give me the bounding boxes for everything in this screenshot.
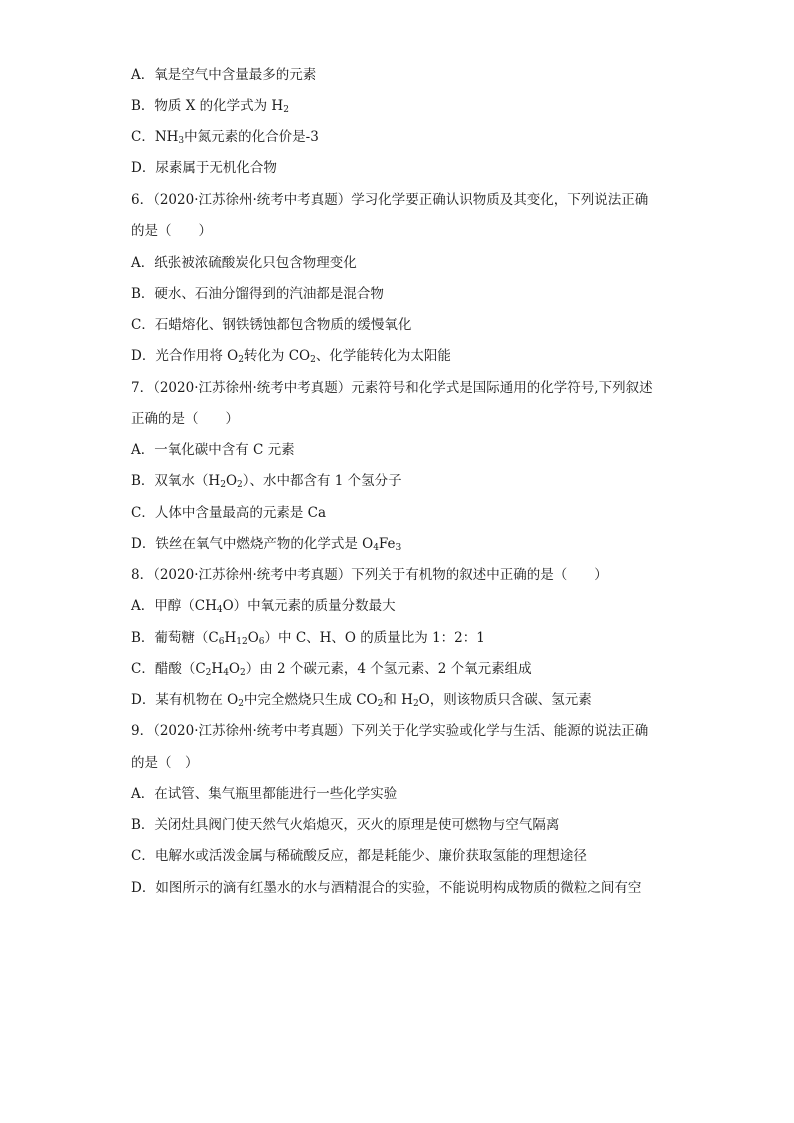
q6-option-d: D．光合作用将 $O_2$转化为 $CO_2$、化学能转化为太阳能 — [131, 348, 451, 365]
q5-option-c: C．$NH_3$中氮元素的化合价是-3 — [131, 129, 319, 146]
q9-option-c: C．电解水或活泼金属与稀硫酸反应，都是耗能少、廉价获取氢能的理想途径 — [131, 848, 587, 864]
q9-option-a: A．在试管、集气瓶里都能进行一些化学实验 — [131, 786, 398, 802]
q8-stem: 8．（2020·江苏徐州·统考中考真题）下列关于有机物的叙述中正确的是（ ） — [131, 567, 608, 583]
q7-option-a: A．一氧化碳中含有 C 元素 — [131, 442, 295, 458]
q6-option-a: A．纸张被浓硫酸炭化只包含物理变化 — [131, 255, 357, 271]
q9-option-d: D．如图所示的滴有红墨水的水与酒精混合的实验，不能说明构成物质的微粒之间有空 — [131, 880, 642, 896]
q8-option-b: B．葡萄糖$(C_6H_{12}O_6)$中 C、H、O 的质量比为 1：2：1 — [131, 630, 485, 647]
q9-stem-line-2: 的是（ ） — [131, 755, 199, 771]
q8-option-c: C．醋酸$(C_2H_4O_2)$由 2 个碳元素，4 个氢元素、2 个氧元素组成 — [131, 661, 532, 678]
q7-option-c: C．人体中含量最高的元素是 Ca — [131, 505, 326, 521]
q6-option-c: C．石蜡熔化、钢铁锈蚀都包含物质的缓慢氧化 — [131, 317, 412, 333]
q7-stem-line-2: 正确的是（ ） — [131, 411, 239, 427]
q7-option-d: D．铁丝在氧气中燃烧产物的化学式是 $O_4Fe_3$ — [131, 536, 402, 553]
q9-option-b: B．关闭灶具阀门使天然气火焰熄灭，灭火的原理是使可燃物与空气隔离 — [131, 817, 560, 833]
q8-option-a: A．甲醇$(CH_4O)$中氧元素的质量分数最大 — [131, 598, 396, 615]
q5-option-a: A．氧是空气中含量最多的元素 — [131, 67, 317, 83]
q5-option-b: B．物质 X 的化学式为 $H_2$ — [131, 98, 289, 115]
q8-option-d: D．某有机物在 $O_2$中完全燃烧只生成 $CO_2$和 $H_2O$，则该物质只含碳、氢元素 — [131, 692, 592, 709]
q9-stem-line-1: 9．（2020·江苏徐州·统考中考真题）下列关于化学实验或化学与生活、能源的说法正确 — [131, 723, 649, 739]
q7-stem-line-1: 7．（2020·江苏徐州·统考中考真题）元素符号和化学式是国际通用的化学符号,下列叙述 — [131, 380, 653, 396]
q5-option-d: D．尿素属于无机化合物 — [131, 160, 277, 176]
q6-stem-line-2: 的是（ ） — [131, 223, 212, 239]
q6-stem-line-1: 6．（2020·江苏徐州·统考中考真题）学习化学要正确认识物质及其变化，下列说法正确 — [131, 192, 649, 208]
q6-option-b: B．硬水、石油分馏得到的汽油都是混合物 — [131, 286, 384, 302]
q7-option-b: B．双氧水$(H_2O_2)$、水中都含有 1 个氢分子 — [131, 473, 402, 490]
